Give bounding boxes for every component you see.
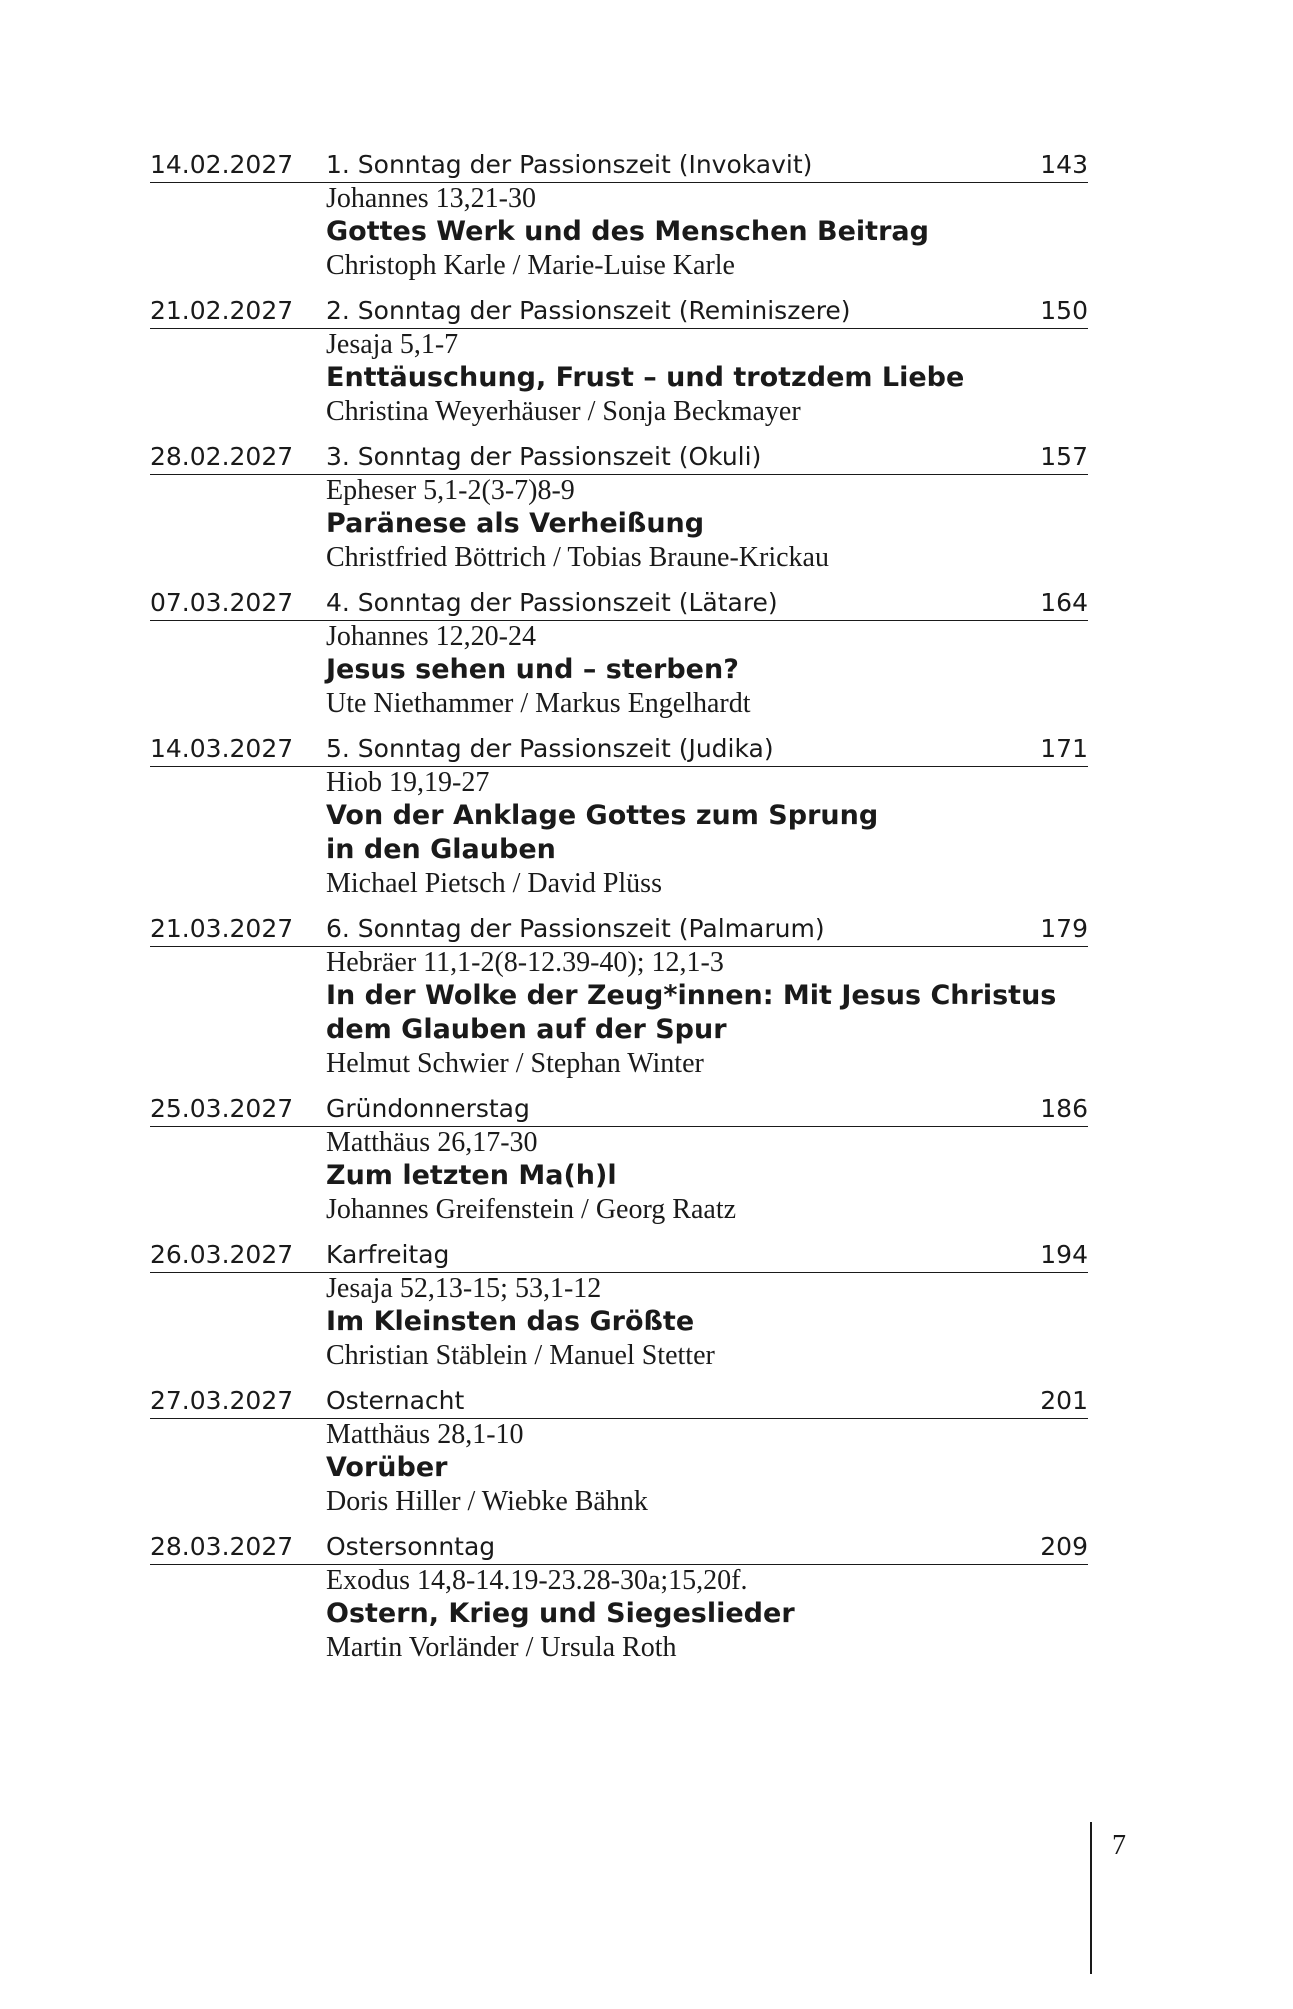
entry-date: 25.03.2027 — [150, 1094, 294, 1123]
entry-occasion: 2. Sonntag der Passionszeit (Reminiszere) — [326, 296, 851, 325]
entry-occasion: 4. Sonntag der Passionszeit (Lätare) — [326, 588, 778, 617]
toc-entry-heading — [150, 1530, 1088, 1565]
entry-page-number: 179 — [1040, 914, 1088, 943]
toc-entry-body — [326, 767, 1088, 901]
entry-authors: Doris Hiller / Wiebke Bähnk — [326, 1486, 648, 1517]
entry-page-number: 186 — [1040, 1094, 1088, 1123]
toc-entry-heading — [150, 1092, 1088, 1127]
toc-entry — [150, 1530, 1088, 1665]
entry-bible-passage: Johannes 13,21-30 — [326, 183, 536, 214]
entry-date: 21.03.2027 — [150, 914, 294, 943]
entry-authors: Christian Stäblein / Manuel Stetter — [326, 1340, 715, 1371]
entry-title: Paränese als Verheißung — [326, 508, 705, 539]
entry-occasion: Osternacht — [326, 1386, 465, 1415]
toc-entry-heading — [150, 440, 1088, 475]
entry-title: Zum letzten Ma(h)l — [326, 1160, 617, 1191]
toc-entry — [150, 294, 1088, 429]
entry-bible-passage: Matthäus 26,17-30 — [326, 1127, 538, 1158]
entry-date: 28.03.2027 — [150, 1532, 294, 1561]
entry-bible-passage: Matthäus 28,1-10 — [326, 1419, 524, 1450]
toc-entry-body — [326, 1565, 1088, 1665]
entry-date: 21.02.2027 — [150, 296, 294, 325]
toc-entry-body — [326, 1127, 1088, 1227]
entry-occasion: 6. Sonntag der Passionszeit (Palmarum) — [326, 914, 825, 943]
entry-page-number: 164 — [1040, 588, 1088, 617]
entry-title: Gottes Werk und des Menschen Beitrag — [326, 216, 929, 247]
entry-page-number: 194 — [1040, 1240, 1088, 1269]
entry-page-number: 157 — [1040, 442, 1088, 471]
entry-authors: Christoph Karle / Marie-Luise Karle — [326, 250, 735, 281]
table-of-contents — [150, 148, 1088, 1676]
entry-date: 28.02.2027 — [150, 442, 294, 471]
toc-entry — [150, 912, 1088, 1081]
entry-bible-passage: Jesaja 5,1-7 — [326, 329, 459, 360]
toc-entry-heading — [150, 294, 1088, 329]
toc-entry-heading — [150, 1238, 1088, 1273]
entry-title: in den Glauben — [326, 834, 556, 865]
entry-authors: Martin Vorländer / Ursula Roth — [326, 1632, 677, 1663]
entry-title: dem Glauben auf der Spur — [326, 1014, 727, 1045]
toc-entry-body — [326, 1419, 1088, 1519]
toc-entry-body — [326, 1273, 1088, 1373]
toc-entry — [150, 1384, 1088, 1519]
entry-authors: Christina Weyerhäuser / Sonja Beckmayer — [326, 396, 801, 427]
entry-bible-passage: Hebräer 11,1-2(8-12.39-40); 12,1-3 — [326, 947, 724, 978]
entry-occasion: Karfreitag — [326, 1240, 450, 1269]
toc-entry — [150, 1238, 1088, 1373]
entry-authors: Johannes Greifenstein / Georg Raatz — [326, 1194, 737, 1225]
entry-title: Vorüber — [326, 1452, 448, 1483]
entry-authors: Ute Niethammer / Markus Engelhardt — [326, 688, 751, 719]
entry-title: In der Wolke der Zeug*innen: Mit Jesus Christus — [326, 980, 1057, 1011]
entry-title: Enttäuschung, Frust – und trotzdem Liebe — [326, 362, 965, 393]
toc-entry-body — [326, 183, 1088, 283]
entry-date: 14.03.2027 — [150, 734, 294, 763]
entry-occasion: Ostersonntag — [326, 1532, 496, 1561]
entry-date: 14.02.2027 — [150, 150, 294, 179]
entry-bible-passage: Hiob 19,19-27 — [326, 767, 490, 798]
entry-title: Jesus sehen und – sterben? — [326, 654, 739, 685]
entry-authors: Helmut Schwier / Stephan Winter — [326, 1048, 704, 1079]
entry-occasion: Gründonnerstag — [326, 1094, 530, 1123]
toc-entry-heading — [150, 732, 1088, 767]
entry-page-number: 143 — [1040, 150, 1088, 179]
toc-entry — [150, 148, 1088, 283]
entry-bible-passage: Johannes 12,20-24 — [326, 621, 536, 652]
toc-entry-body — [326, 621, 1088, 721]
toc-entry-heading — [150, 586, 1088, 621]
entry-date: 27.03.2027 — [150, 1386, 294, 1415]
entry-title: Von der Anklage Gottes zum Sprung — [326, 800, 879, 831]
entry-bible-passage: Epheser 5,1-2(3-7)8-9 — [326, 475, 575, 506]
entry-page-number: 171 — [1040, 734, 1088, 763]
toc-entry-body — [326, 947, 1088, 1081]
toc-entry-heading — [150, 148, 1088, 183]
entry-date: 26.03.2027 — [150, 1240, 294, 1269]
entry-page-number: 150 — [1040, 296, 1088, 325]
page-number-rule — [1090, 1822, 1092, 1974]
entry-title: Im Kleinsten das Größte — [326, 1306, 695, 1337]
entry-page-number: 209 — [1040, 1532, 1088, 1561]
toc-entry-body — [326, 329, 1088, 429]
entry-occasion: 5. Sonntag der Passionszeit (Judika) — [326, 734, 774, 763]
toc-entry — [150, 440, 1088, 575]
toc-entry — [150, 586, 1088, 721]
entry-authors: Michael Pietsch / David Plüss — [326, 868, 662, 899]
entry-page-number: 201 — [1040, 1386, 1088, 1415]
entry-occasion: 3. Sonntag der Passionszeit (Okuli) — [326, 442, 762, 471]
toc-entry-body — [326, 475, 1088, 575]
entry-bible-passage: Jesaja 52,13-15; 53,1-12 — [326, 1273, 602, 1304]
toc-entry — [150, 1092, 1088, 1227]
toc-entry-heading — [150, 912, 1088, 947]
entry-date: 07.03.2027 — [150, 588, 294, 617]
entry-occasion: 1. Sonntag der Passionszeit (Invokavit) — [326, 150, 813, 179]
entry-bible-passage: Exodus 14,8-14.19-23.28-30a;15,20f. — [326, 1565, 748, 1596]
entry-title: Ostern, Krieg und Siegeslieder — [326, 1598, 795, 1629]
page-number: 7 — [1112, 1830, 1126, 1861]
toc-entry-heading — [150, 1384, 1088, 1419]
entry-authors: Christfried Böttrich / Tobias Braune-Krickau — [326, 542, 829, 573]
toc-entry — [150, 732, 1088, 901]
